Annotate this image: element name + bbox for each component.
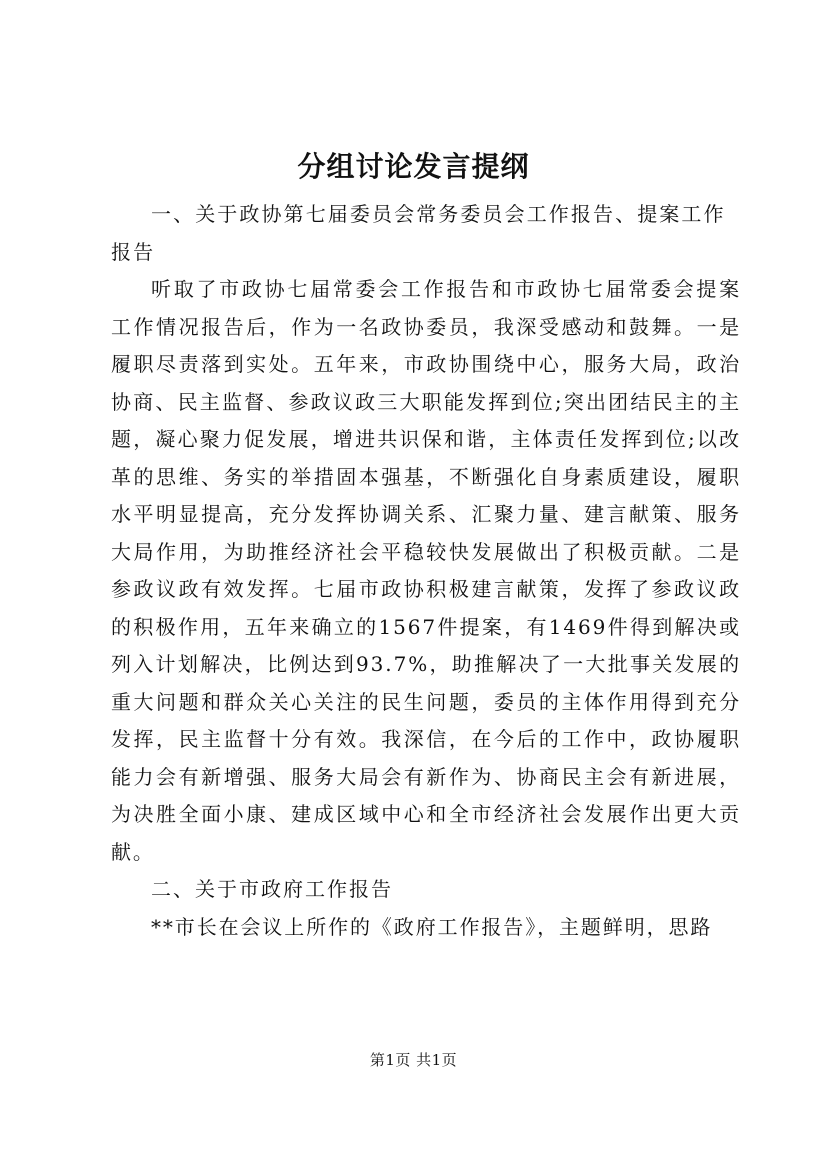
page-footer: 第1页 共1页 bbox=[369, 1051, 458, 1069]
body-paragraph-2: **市长在会议上所作的《政府工作报告》，主题鲜明，思路 bbox=[151, 914, 713, 939]
document-title: 分组讨论发言提纲 bbox=[297, 150, 530, 183]
body-paragraph-1: 听取了市政协七届常委会工作报告和市政协七届常委会提案工作情况报告后，作为一名政协委员，我深受感动和鼓舞。一是履职尽责落到实处。五年来，市政协围绕中心，服务大局，政治协商、民主监督、参政议政三大职能发挥到位;突出团结民主的主题，凝心聚力促发展，增进共识保和谐，主体责任发挥到位;以改革的思维、务实的举措固本强基，不断强化自身素质建设，履职水平明显提高，充分发挥协调关系、汇聚力量、建言献策、服务大局作用，为助推经济社会平稳较快发展做出了积极贡献。二是参政议政有效发挥。七届市政协积极建言献策，发挥了参政议政的积极作用，五年来确立的1567件提案，有1469件得到解决或列入计划解决，比例达到93.7%，助推解决了一大批事关发展的重大问题和群众关心关注的民生问题，委员的主体作用得到充分发挥，民主监督十分有效。我深信，在今后的工作中，政协履职能力会有新增强、服务大局会有新作为、协商民主会有新进展，为决胜全面小康、建成区域中心和全市经济社会发展作出更大贡献。 bbox=[111, 277, 741, 864]
document-body bbox=[111, 196, 741, 946]
section-heading-1: 一、关于政协第七届委员会常务委员会工作报告、提案工作报告 bbox=[111, 202, 726, 264]
section-heading-2: 二、关于市政府工作报告 bbox=[151, 877, 393, 901]
